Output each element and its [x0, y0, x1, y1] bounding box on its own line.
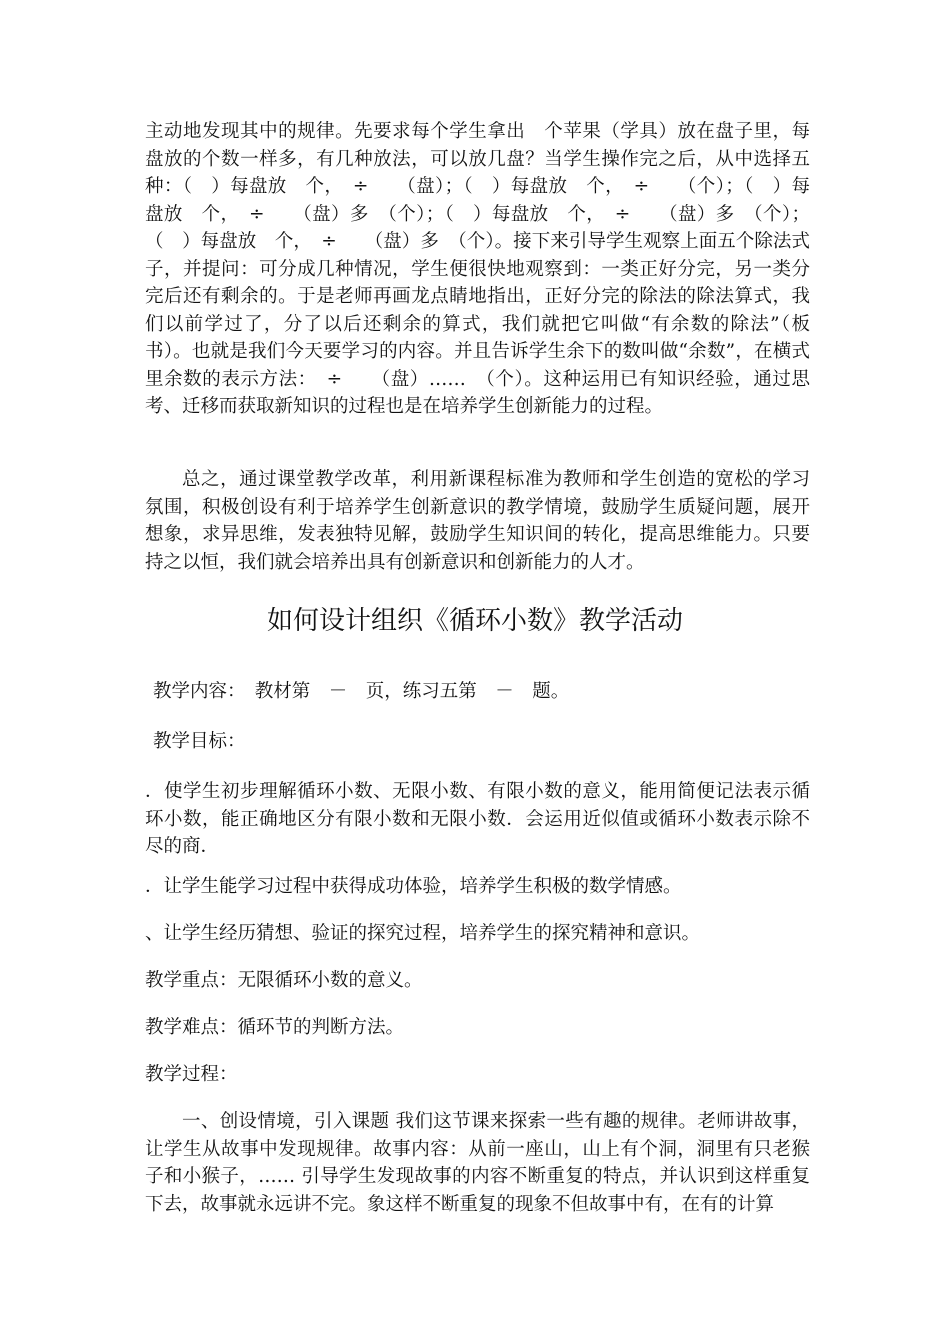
teaching-goal-3: 、让学生经历猜想、验证的探究过程，培养学生的探究精神和意识。	[145, 923, 701, 944]
teaching-goals-heading: 教学目标：	[153, 731, 246, 752]
section-title: 如何设计组织《循环小数》教学活动	[266, 606, 683, 636]
teaching-key-point: 教学重点：无限循环小数的意义。	[145, 970, 423, 991]
teaching-goal-2: ．让学生能学习过程中获得成功体验，培养学生积极的数学情感。	[145, 876, 682, 897]
teaching-difficulty: 教学难点：循环节的判断方法。	[145, 1017, 405, 1038]
conclusion-paragraph: 总之，通过课堂教学改革，利用新课程标准为教师和学生创造的宽松的学习氛围，积极创设有利于培养学生创新意识的教学情境，鼓励学生质疑问题，展开想象，求异思维，发表独特见解，鼓励学生知识间的转化，提高思维能力。只要持之以恒，我们就会培养出具有创新意识和创新能力的人才。	[145, 469, 810, 573]
continuation-paragraph: 主动地发现其中的规律。先要求每个学生拿出 个苹果（学具）放在盘子里，每盘放的个数一样多，有几种放法，可以放几盘？当学生操作完之后，从中选择五种：（ ）每盘放 个， ÷ （盘）；（ ）每盘放 个， ÷ （个）；（ ）每盘放 个， ÷ （盘）多 （个）；（ ）每盘放 个， ÷ （盘）多 （个）；（ ）每盘放 个， ÷ （盘）多 （个）。接下来引导学生观察上面五个除法式子，并提问：可分成几种情况，学生便很快地观察到：一类正好分完，另一类分完后还有剩余的。于是老师再画龙点睛地指出，正好分完的除法的除法算式，我们以前学过了，分了以后还剩余的算式，我们就把它叫做“有余数的除法”（板书）。也就是我们今天要学习的内容。并且告诉学生余下的数叫做“余数”，在横式里余数的表示方法： ÷ （盘）…… （个）。这种运用已有知识经验，通过思考、迁移而获取新知识的过程也是在培养学生创新能力的过程。	[145, 121, 810, 417]
teaching-process-paragraph: 一、创设情境，引入课题 我们这节课来探索一些有趣的规律。老师讲故事，让学生从故事中发现规律。故事内容：从前一座山，山上有个洞，洞里有只老猴子和小猴子，…… 引导学生发现故事的内容不断重复的特点，并认识到这样重复下去，故事就永远讲不完。象这样不断重复的现象不但故事中有，在有的计算	[145, 1111, 810, 1215]
teaching-process-heading: 教学过程：	[145, 1064, 238, 1085]
teaching-goal-1: ．使学生初步理解循环小数、无限小数、有限小数的意义，能用简便记法表示循环小数，能正确地区分有限小数和无限小数．会运用近似值或循环小数表示除不尽的商．	[145, 781, 810, 857]
teaching-content: 教学内容： 教材第 － 页，练习五第 － 题。	[153, 681, 570, 702]
